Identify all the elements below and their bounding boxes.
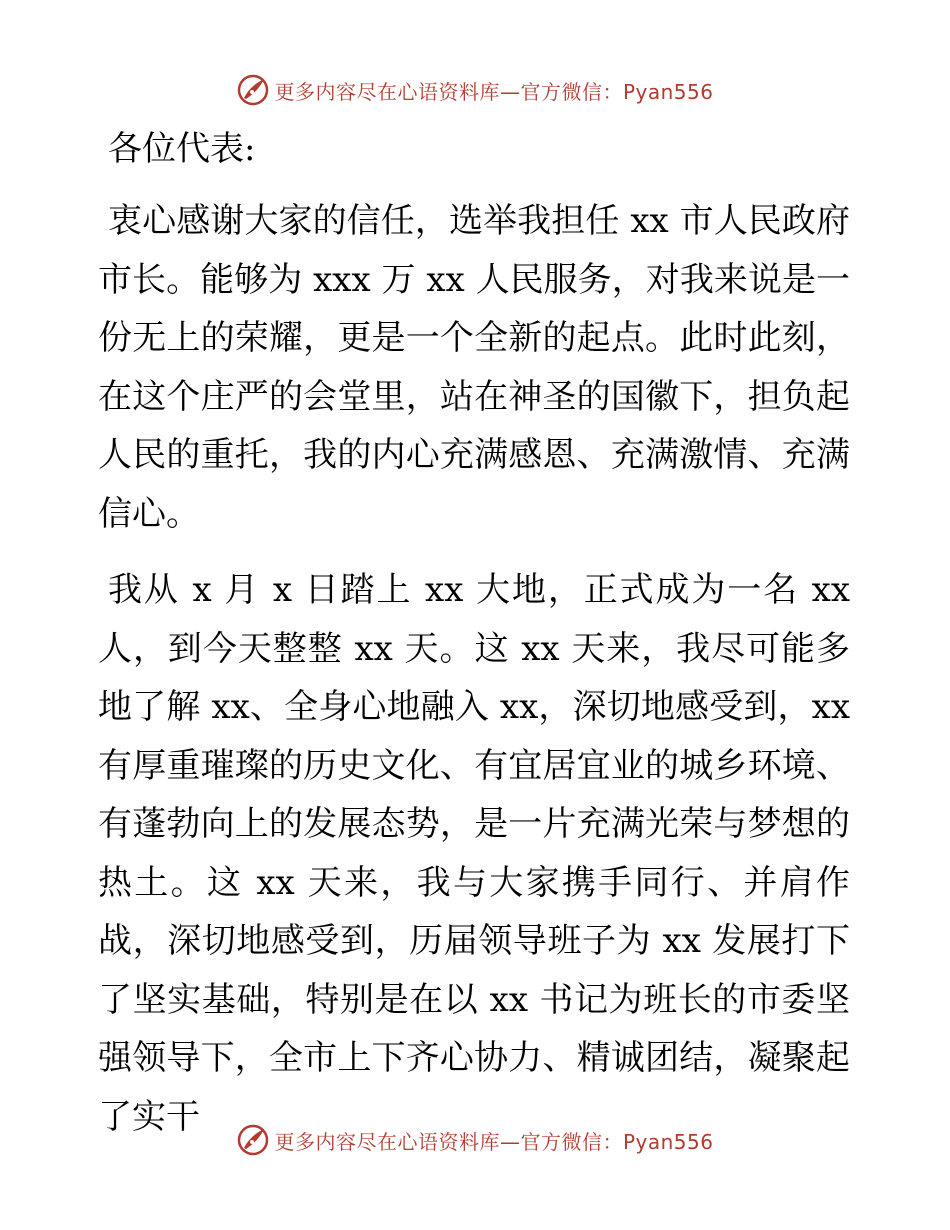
watermark-text: 更多内容尽在心语资料库—官方微信：Pyan556 <box>274 1129 714 1154</box>
pen-nib-logo-icon <box>236 1123 270 1157</box>
salutation: 各位代表: <box>108 129 256 169</box>
pen-nib-logo-icon <box>236 73 270 107</box>
document-body <box>98 124 850 1164</box>
paragraph-1: 衷心感谢大家的信任，选举我担任 xx 市人民政府市长。能够为 xxx 万 xx 人民服务，对我来说是一份无上的荣耀，更是一个全新的起点。此时此刻，在这个庄严的会堂里，站在神圣的国徽下，担负起人民的重托，我的内心充满感恩、充满激情、充满信心。 <box>98 201 850 534</box>
footer-watermark <box>0 1120 950 1160</box>
watermark-text: 更多内容尽在心语资料库—官方微信：Pyan556 <box>274 79 714 104</box>
header-watermark <box>0 70 950 110</box>
paragraph-2: 我从 x 月 x 日踏上 xx 大地，正式成为一名 xx 人，到今天整整 xx 天。这 xx 天来，我尽可能多地了解 xx、全身心地融入 xx，深切地感受到，xx 有厚重璀璨的历史文化、有宜居宜业的城乡环境、有蓬勃向上的发展态势，是一片充满光荣与梦想的热土。这 xx 天来，我与大家携手同行、并肩作战，深切地感受到，历届领导班子为 xx 发展打下了坚实基础，特别是在以 xx 书记为班长的市委坚强领导下，全市上下齐心协力、精诚团结，凝聚起了实干 <box>98 570 850 1137</box>
